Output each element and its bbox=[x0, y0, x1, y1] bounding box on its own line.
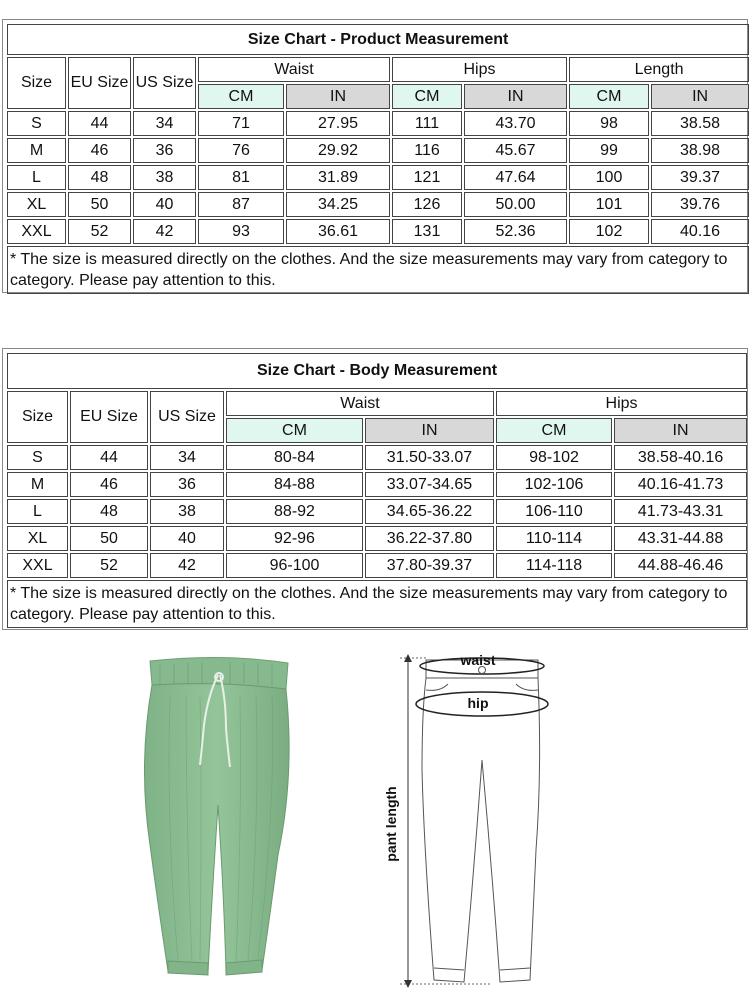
cell-hips-cm: 98-102 bbox=[496, 445, 612, 470]
cell-us: 36 bbox=[133, 138, 196, 163]
cell-length-cm: 102 bbox=[569, 219, 649, 244]
cell-size: XL bbox=[7, 526, 68, 551]
cell-size: XXL bbox=[7, 553, 68, 578]
cell-eu: 50 bbox=[68, 192, 131, 217]
header-length-in: IN bbox=[651, 84, 749, 109]
cell-length-in: 38.58 bbox=[651, 111, 749, 136]
header-hips-cm: CM bbox=[392, 84, 462, 109]
header-hips: Hips bbox=[392, 57, 567, 82]
header-us-size: US Size bbox=[150, 391, 224, 443]
cell-hips-in: 40.16-41.73 bbox=[614, 472, 747, 497]
cell-us: 40 bbox=[150, 526, 224, 551]
cell-hips-in: 38.58-40.16 bbox=[614, 445, 747, 470]
cell-length-in: 39.76 bbox=[651, 192, 749, 217]
header-length: Length bbox=[569, 57, 749, 82]
cell-size: XXL bbox=[7, 219, 66, 244]
cell-eu: 50 bbox=[70, 526, 148, 551]
product-chart-note: * The size is measured directly on the clothes. And the size measurements may vary from category to category. Please pay attention to this. bbox=[7, 246, 749, 294]
cell-waist-cm: 93 bbox=[198, 219, 284, 244]
cell-waist-cm: 84-88 bbox=[226, 472, 363, 497]
body-chart-note: * The size is measured directly on the clothes. And the size measurements may vary from category to category. Please pay attention to this. bbox=[7, 580, 747, 628]
header-waist-in: IN bbox=[286, 84, 390, 109]
cell-us: 34 bbox=[133, 111, 196, 136]
cell-waist-cm: 88-92 bbox=[226, 499, 363, 524]
cell-waist-in: 27.95 bbox=[286, 111, 390, 136]
cell-size: L bbox=[7, 499, 68, 524]
header-waist-cm: CM bbox=[198, 84, 284, 109]
header-waist: Waist bbox=[226, 391, 494, 416]
cell-size: M bbox=[7, 138, 66, 163]
cell-waist-cm: 81 bbox=[198, 165, 284, 190]
cell-eu: 46 bbox=[70, 472, 148, 497]
table-row bbox=[7, 165, 749, 190]
cell-waist-in: 31.89 bbox=[286, 165, 390, 190]
cell-hips-cm: 114-118 bbox=[496, 553, 612, 578]
cell-eu: 48 bbox=[68, 165, 131, 190]
cell-size: XL bbox=[7, 192, 66, 217]
cell-size: L bbox=[7, 165, 66, 190]
product-chart-title: Size Chart - Product Measurement bbox=[7, 24, 749, 55]
product-size-chart bbox=[2, 19, 748, 293]
body-size-table bbox=[5, 351, 749, 630]
cell-hips-cm: 111 bbox=[392, 111, 462, 136]
header-hips-cm: CM bbox=[496, 418, 612, 443]
table-row bbox=[7, 138, 749, 163]
cell-hips-cm: 121 bbox=[392, 165, 462, 190]
cell-waist-in: 33.07-34.65 bbox=[365, 472, 494, 497]
cell-hips-cm: 131 bbox=[392, 219, 462, 244]
cell-hips-in: 52.36 bbox=[464, 219, 567, 244]
header-hips-in: IN bbox=[614, 418, 747, 443]
cell-waist-in: 34.65-36.22 bbox=[365, 499, 494, 524]
body-chart-title: Size Chart - Body Measurement bbox=[7, 353, 747, 389]
cell-hips-cm: 110-114 bbox=[496, 526, 612, 551]
cell-us: 42 bbox=[133, 219, 196, 244]
cell-hips-in: 44.88-46.46 bbox=[614, 553, 747, 578]
cell-hips-cm: 126 bbox=[392, 192, 462, 217]
cell-us: 34 bbox=[150, 445, 224, 470]
cell-eu: 52 bbox=[68, 219, 131, 244]
cell-hips-cm: 116 bbox=[392, 138, 462, 163]
cell-eu: 52 bbox=[70, 553, 148, 578]
body-size-chart bbox=[2, 348, 748, 630]
header-length-cm: CM bbox=[569, 84, 649, 109]
cell-hips-in: 50.00 bbox=[464, 192, 567, 217]
cell-us: 40 bbox=[133, 192, 196, 217]
waist-label: waist bbox=[460, 652, 496, 668]
cell-eu: 44 bbox=[68, 111, 131, 136]
cell-waist-in: 36.61 bbox=[286, 219, 390, 244]
cell-us: 38 bbox=[133, 165, 196, 190]
cell-hips-in: 43.31-44.88 bbox=[614, 526, 747, 551]
cell-hips-in: 45.67 bbox=[464, 138, 567, 163]
cell-length-cm: 99 bbox=[569, 138, 649, 163]
cell-waist-cm: 80-84 bbox=[226, 445, 363, 470]
header-size: Size bbox=[7, 57, 66, 109]
table-row bbox=[7, 445, 747, 470]
cell-length-in: 40.16 bbox=[651, 219, 749, 244]
cell-size: S bbox=[7, 111, 66, 136]
cell-size: M bbox=[7, 472, 68, 497]
cell-hips-in: 41.73-43.31 bbox=[614, 499, 747, 524]
green-pants-image bbox=[130, 655, 310, 985]
cell-length-cm: 101 bbox=[569, 192, 649, 217]
cell-hips-in: 43.70 bbox=[464, 111, 567, 136]
cell-waist-cm: 71 bbox=[198, 111, 284, 136]
cell-eu: 44 bbox=[70, 445, 148, 470]
header-eu-size: EU Size bbox=[68, 57, 131, 109]
cell-waist-in: 29.92 bbox=[286, 138, 390, 163]
cell-size: S bbox=[7, 445, 68, 470]
cell-waist-cm: 87 bbox=[198, 192, 284, 217]
cell-waist-cm: 76 bbox=[198, 138, 284, 163]
cell-us: 36 bbox=[150, 472, 224, 497]
cell-hips-cm: 106-110 bbox=[496, 499, 612, 524]
table-row bbox=[7, 219, 749, 244]
table-row bbox=[7, 499, 747, 524]
cell-waist-in: 34.25 bbox=[286, 192, 390, 217]
table-row bbox=[7, 526, 747, 551]
cell-us: 42 bbox=[150, 553, 224, 578]
measurement-diagram bbox=[380, 650, 565, 992]
cell-hips-in: 47.64 bbox=[464, 165, 567, 190]
header-waist-in: IN bbox=[365, 418, 494, 443]
cell-length-in: 39.37 bbox=[651, 165, 749, 190]
cell-length-cm: 100 bbox=[569, 165, 649, 190]
cell-waist-in: 36.22-37.80 bbox=[365, 526, 494, 551]
cell-hips-cm: 102-106 bbox=[496, 472, 612, 497]
header-hips: Hips bbox=[496, 391, 747, 416]
header-waist-cm: CM bbox=[226, 418, 363, 443]
table-row bbox=[7, 553, 747, 578]
header-waist: Waist bbox=[198, 57, 390, 82]
cell-eu: 48 bbox=[70, 499, 148, 524]
hip-label: hip bbox=[467, 695, 489, 711]
header-hips-in: IN bbox=[464, 84, 567, 109]
table-row bbox=[7, 111, 749, 136]
table-row bbox=[7, 472, 747, 497]
header-us-size: US Size bbox=[133, 57, 196, 109]
product-size-table bbox=[5, 22, 750, 296]
cell-us: 38 bbox=[150, 499, 224, 524]
cell-length-cm: 98 bbox=[569, 111, 649, 136]
cell-length-in: 38.98 bbox=[651, 138, 749, 163]
cell-waist-cm: 96-100 bbox=[226, 553, 363, 578]
cell-eu: 46 bbox=[68, 138, 131, 163]
pant-length-label: pant length bbox=[383, 786, 399, 862]
cell-waist-cm: 92-96 bbox=[226, 526, 363, 551]
cell-waist-in: 31.50-33.07 bbox=[365, 445, 494, 470]
table-row bbox=[7, 192, 749, 217]
header-eu-size: EU Size bbox=[70, 391, 148, 443]
cell-waist-in: 37.80-39.37 bbox=[365, 553, 494, 578]
header-size: Size bbox=[7, 391, 68, 443]
